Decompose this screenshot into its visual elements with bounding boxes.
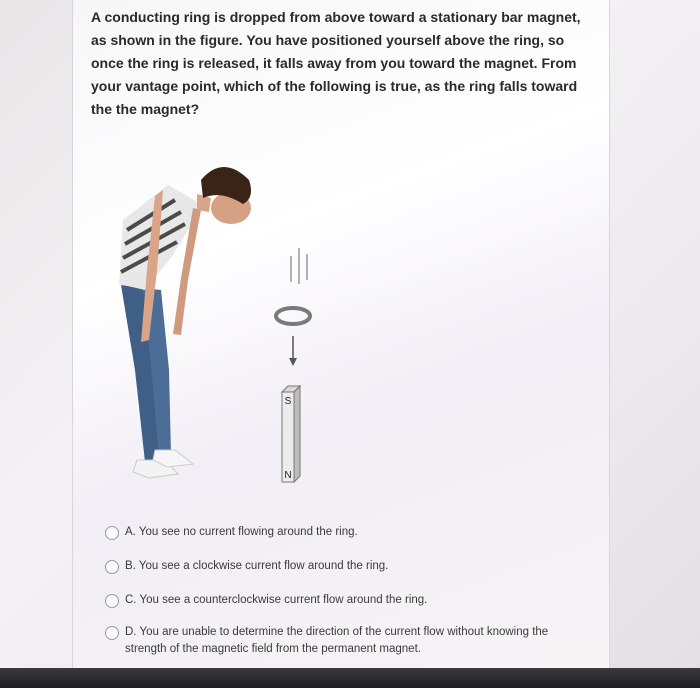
radio-button[interactable] bbox=[105, 626, 119, 640]
radio-button[interactable] bbox=[105, 594, 119, 608]
option-label: D. You are unable to determine the direction of the current flow without knowing the strength of the magnetic field from the permanent magnet. bbox=[125, 626, 549, 655]
option-label: B. You see a clockwise current flow around the ring. bbox=[125, 560, 389, 572]
option-d[interactable] bbox=[105, 624, 565, 658]
option-a[interactable] bbox=[105, 524, 565, 541]
magnet-north-label: N bbox=[284, 470, 292, 481]
radio-button[interactable] bbox=[105, 526, 119, 540]
option-label: C. You see a counterclockwise current flow around the ring. bbox=[125, 594, 428, 606]
magnet-south-label: S bbox=[284, 396, 292, 407]
physics-figure bbox=[93, 160, 313, 500]
question-card bbox=[72, 0, 610, 668]
bottom-bar bbox=[0, 668, 700, 688]
radio-button[interactable] bbox=[105, 560, 119, 574]
option-label: A. You see no current flowing around the ring. bbox=[125, 526, 358, 538]
question-text: A conducting ring is dropped from above toward a stationary bar magnet, as shown in the figure. You have positioned yourself above the ring, so once the ring is released, it falls away from you toward the magnet. From your vantage point, which of the following is true, as the ring falls toward the the magnet? bbox=[91, 9, 581, 117]
person-ring-magnet-illustration bbox=[93, 160, 313, 500]
option-c[interactable] bbox=[105, 592, 565, 609]
option-b[interactable] bbox=[105, 558, 565, 575]
